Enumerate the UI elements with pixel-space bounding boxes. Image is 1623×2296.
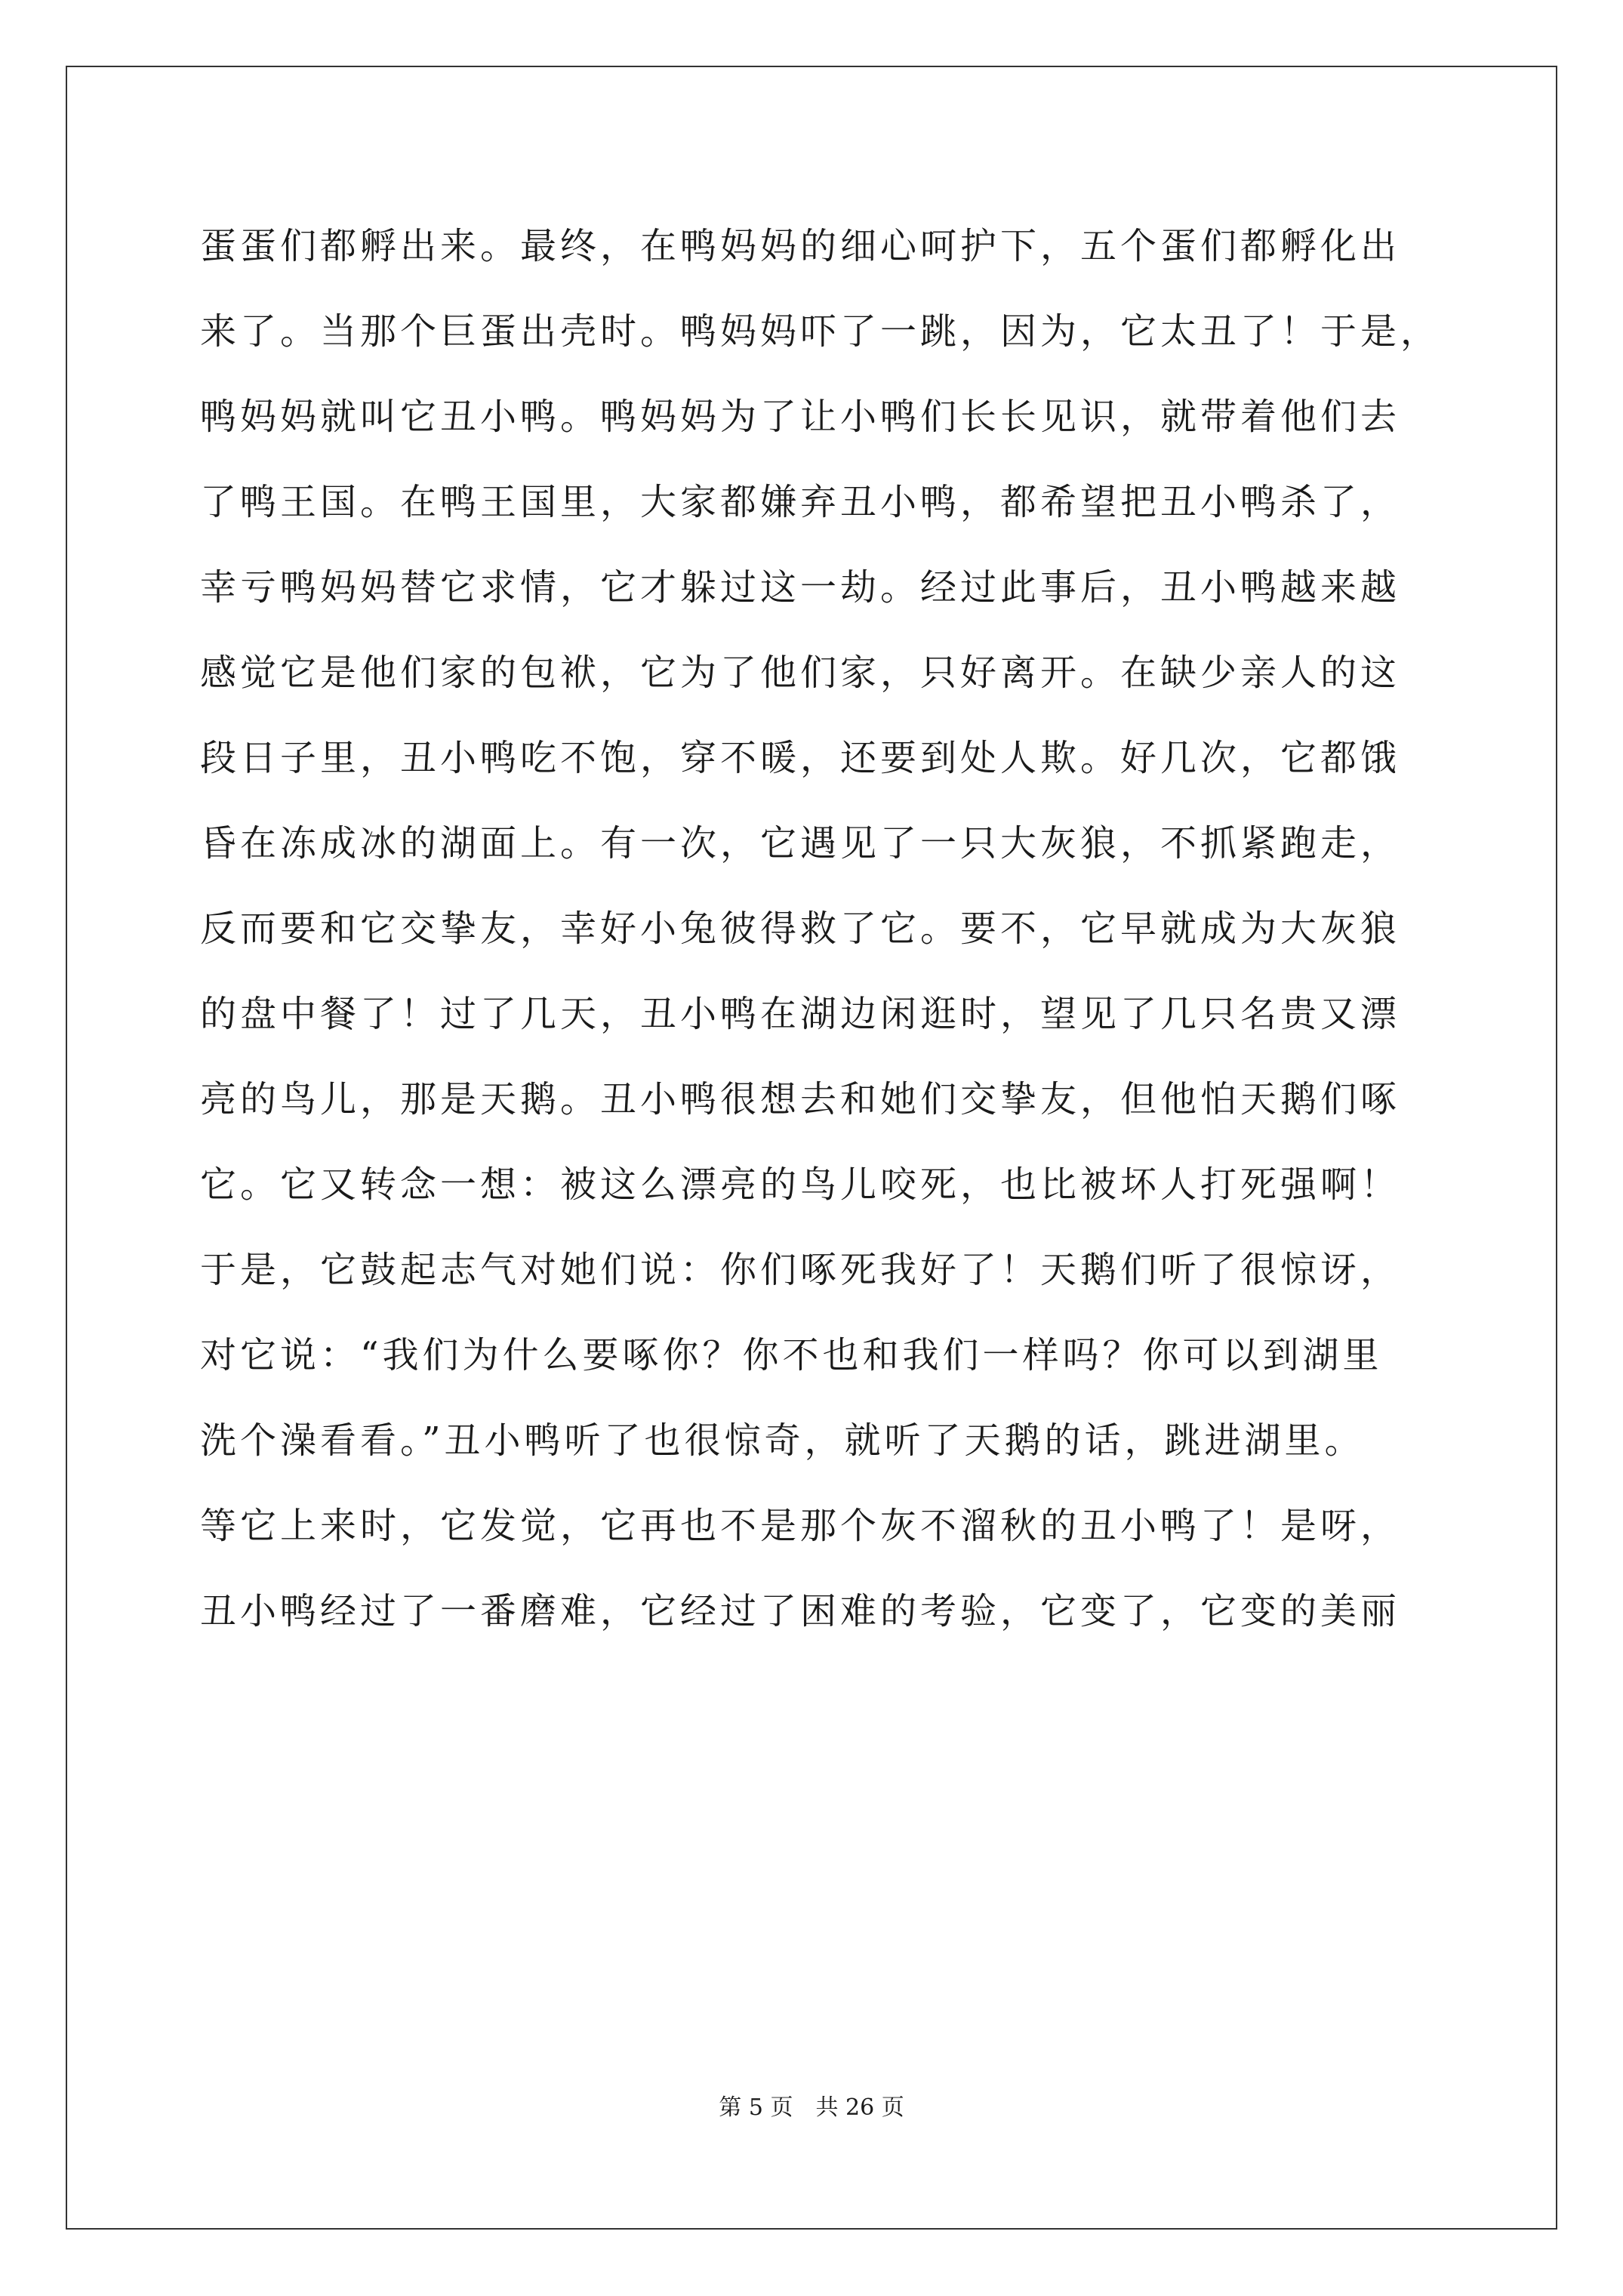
text-line: 的盘中餐了！过了几天，丑小鸭在湖边闲逛时，望见了几只名贵又漂 (200, 993, 1401, 1035)
text-line: 蛋蛋们都孵出来。最终，在鸭妈妈的细心呵护下，五个蛋们都孵化出 (200, 225, 1401, 267)
text-line: 昏在冻成冰的湖面上。有一次，它遇见了一只大灰狼，不抓紧跑走， (200, 822, 1401, 864)
text-line: 了鸭王国。在鸭王国里，大家都嫌弃丑小鸭，都希望把丑小鸭杀了， (200, 481, 1401, 523)
body-text (200, 223, 1446, 1674)
text-line: 来了。当那个巨蛋出壳时。鸭妈妈吓了一跳，因为，它太丑了！于是， (200, 310, 1441, 353)
text-line: 对它说：“我们为什么要啄你？你不也和我们一样吗？你可以到湖里 (200, 1334, 1383, 1376)
text-line: 鸭妈妈就叫它丑小鸭。鸭妈妈为了让小鸭们长长见识，就带着他们去 (200, 396, 1401, 438)
text-line: 亮的鸟儿，那是天鹅。丑小鸭很想去和她们交挚友，但他怕天鹅们啄 (200, 1078, 1401, 1120)
text-line: 等它上来时，它发觉，它再也不是那个灰不溜秋的丑小鸭了！是呀， (200, 1505, 1401, 1547)
page-number-footer: 第 5 页 共 26 页 (719, 2094, 904, 2121)
text-line: 反而要和它交挚友，幸好小兔彼得救了它。要不，它早就成为大灰狼 (200, 908, 1401, 950)
text-line: 洗个澡看看。”丑小鸭听了也很惊奇，就听了天鹅的话，跳进湖里。 (200, 1419, 1365, 1462)
text-line: 幸亏鸭妈妈替它求情，它才躲过这一劫。经过此事后，丑小鸭越来越 (200, 566, 1401, 609)
text-line: 段日子里，丑小鸭吃不饱，穿不暖，还要到处人欺。好几次，它都饿 (200, 737, 1401, 779)
text-line: 它。它又转念一想：被这么漂亮的鸟儿咬死，也比被坏人打死强啊！ (200, 1163, 1401, 1206)
text-line: 丑小鸭经过了一番磨难，它经过了困难的考验，它变了，它变的美丽 (200, 1590, 1401, 1632)
text-line: 感觉它是他们家的包袱，它为了他们家，只好离开。在缺少亲人的这 (200, 652, 1401, 694)
text-line: 于是，它鼓起志气对她们说：你们啄死我好了！天鹅们听了很惊讶， (200, 1249, 1401, 1291)
